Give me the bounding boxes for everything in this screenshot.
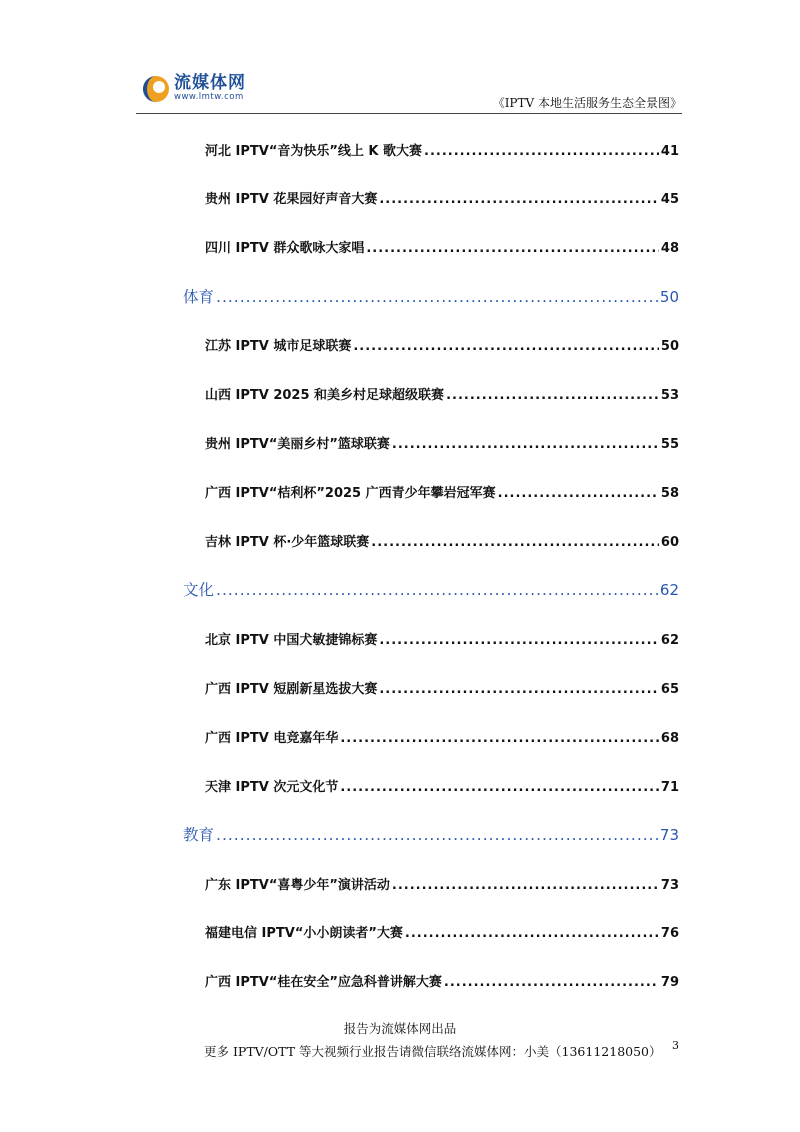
toc-leader-dots: [498, 486, 659, 501]
toc-entry-title: 天津 IPTV 次元文化节: [205, 780, 339, 795]
footer-contact-note: 更多 IPTV/OTT 等大视频行业报告请微信联络流媒体网：小美（13611218050）: [204, 1044, 662, 1059]
toc-entry[interactable]: [205, 482, 679, 501]
toc-entry[interactable]: [205, 531, 679, 550]
toc-entry-title: 山西 IPTV 2025 和美乡村足球超级联赛: [205, 388, 445, 403]
toc-leader-dots: [379, 682, 659, 697]
toc-entry-page: 50: [660, 339, 679, 354]
toc-entry[interactable]: [205, 678, 679, 697]
toc-entry-title: 福建电信 IPTV“小小朗读者”大赛: [205, 926, 403, 941]
toc-entry[interactable]: [205, 776, 679, 795]
toc-entry-title: 贵州 IPTV“美丽乡村”篮球联赛: [205, 437, 390, 452]
toc-leader-dots: [366, 241, 659, 256]
toc-section[interactable]: [183, 823, 679, 845]
toc-entry-title: 北京 IPTV 中国犬敏捷锦标赛: [205, 633, 378, 648]
toc-leader-dots: [446, 388, 659, 403]
toc-entry-title: 江苏 IPTV 城市足球联赛: [205, 339, 352, 354]
toc-leader-dots: [379, 633, 659, 648]
toc-entry-page: 76: [660, 926, 679, 941]
toc-section-title: 教育: [183, 826, 215, 844]
page-number: 3: [672, 1039, 679, 1052]
toc-leader-dots: [340, 780, 659, 795]
lmtw-logo: [140, 74, 246, 104]
toc-entry[interactable]: [205, 971, 679, 990]
toc-leader-dots: [216, 288, 658, 306]
toc-entry[interactable]: [205, 922, 679, 941]
toc-entry-page: 65: [660, 682, 679, 697]
logo-url: www.lmtw.com: [174, 92, 244, 102]
toc-entry-title: 贵州 IPTV 花果园好声音大赛: [205, 192, 378, 207]
toc-entry-title: 广西 IPTV“桂在安全”应急科普讲解大赛: [205, 975, 442, 990]
toc-entry[interactable]: [205, 727, 679, 746]
header-divider: [136, 113, 682, 114]
toc-leader-dots: [405, 926, 659, 941]
toc-entry-page: 62: [660, 633, 679, 648]
toc-leader-dots: [379, 192, 659, 207]
toc-entry-title: 广东 IPTV“喜粤少年”演讲活动: [205, 878, 390, 893]
toc-leader-dots: [444, 975, 659, 990]
logo-name: 流媒体网: [174, 73, 246, 93]
lmtw-logo-icon: [140, 74, 170, 104]
toc-entry-page: 53: [660, 388, 679, 403]
toc-entry-title: 河北 IPTV“音为快乐”线上 K 歌大赛: [205, 144, 423, 159]
toc-entry[interactable]: [205, 874, 679, 893]
toc-leader-dots: [392, 437, 659, 452]
toc-entry-title: 广西 IPTV 短剧新星选拔大赛: [205, 682, 378, 697]
toc-entry-page: 41: [660, 144, 679, 159]
toc-entry-title: 广西 IPTV“桔利杯”2025 广西青少年攀岩冠军赛: [205, 486, 496, 501]
toc-leader-dots: [424, 144, 659, 159]
toc-section-title: 文化: [183, 581, 215, 599]
toc-entry[interactable]: [205, 629, 679, 648]
toc-leader-dots: [371, 535, 659, 550]
toc-entry-title: 四川 IPTV 群众歌咏大家唱: [205, 241, 365, 256]
toc-entry[interactable]: [205, 335, 679, 354]
toc-entry-page: 68: [660, 731, 679, 746]
toc-entry-title: 广西 IPTV 电竞嘉年华: [205, 731, 339, 746]
toc-entry-page: 55: [660, 437, 679, 452]
toc-leader-dots: [392, 878, 659, 893]
toc-entry[interactable]: [205, 384, 679, 403]
toc-section-page: 62: [659, 581, 679, 599]
toc-entry-page: 71: [660, 780, 679, 795]
toc-entry-page: 79: [660, 975, 679, 990]
toc-leader-dots: [216, 581, 658, 599]
toc-entry[interactable]: [205, 237, 679, 256]
footer-producer-note: 报告为流媒体网出品: [343, 1021, 457, 1036]
toc-section[interactable]: [183, 285, 679, 307]
toc-entry-page: 60: [660, 535, 679, 550]
toc-entry-title: 吉林 IPTV 杯·少年篮球联赛: [205, 535, 370, 550]
toc-entry-page: 48: [660, 241, 679, 256]
toc-entry[interactable]: [205, 188, 679, 207]
toc-leader-dots: [353, 339, 659, 354]
toc-entry-page: 73: [660, 878, 679, 893]
toc-leader-dots: [216, 826, 658, 844]
toc-section-page: 50: [659, 288, 679, 306]
toc-leader-dots: [340, 731, 659, 746]
toc-section-title: 体育: [183, 288, 215, 306]
report-title: 《IPTV 本地生活服务生态全景图》: [492, 96, 682, 110]
toc-entry[interactable]: [205, 140, 679, 159]
toc-entry-page: 45: [660, 192, 679, 207]
toc-section[interactable]: [183, 578, 679, 600]
toc-entry-page: 58: [660, 486, 679, 501]
toc-entry[interactable]: [205, 433, 679, 452]
toc-section-page: 73: [659, 826, 679, 844]
